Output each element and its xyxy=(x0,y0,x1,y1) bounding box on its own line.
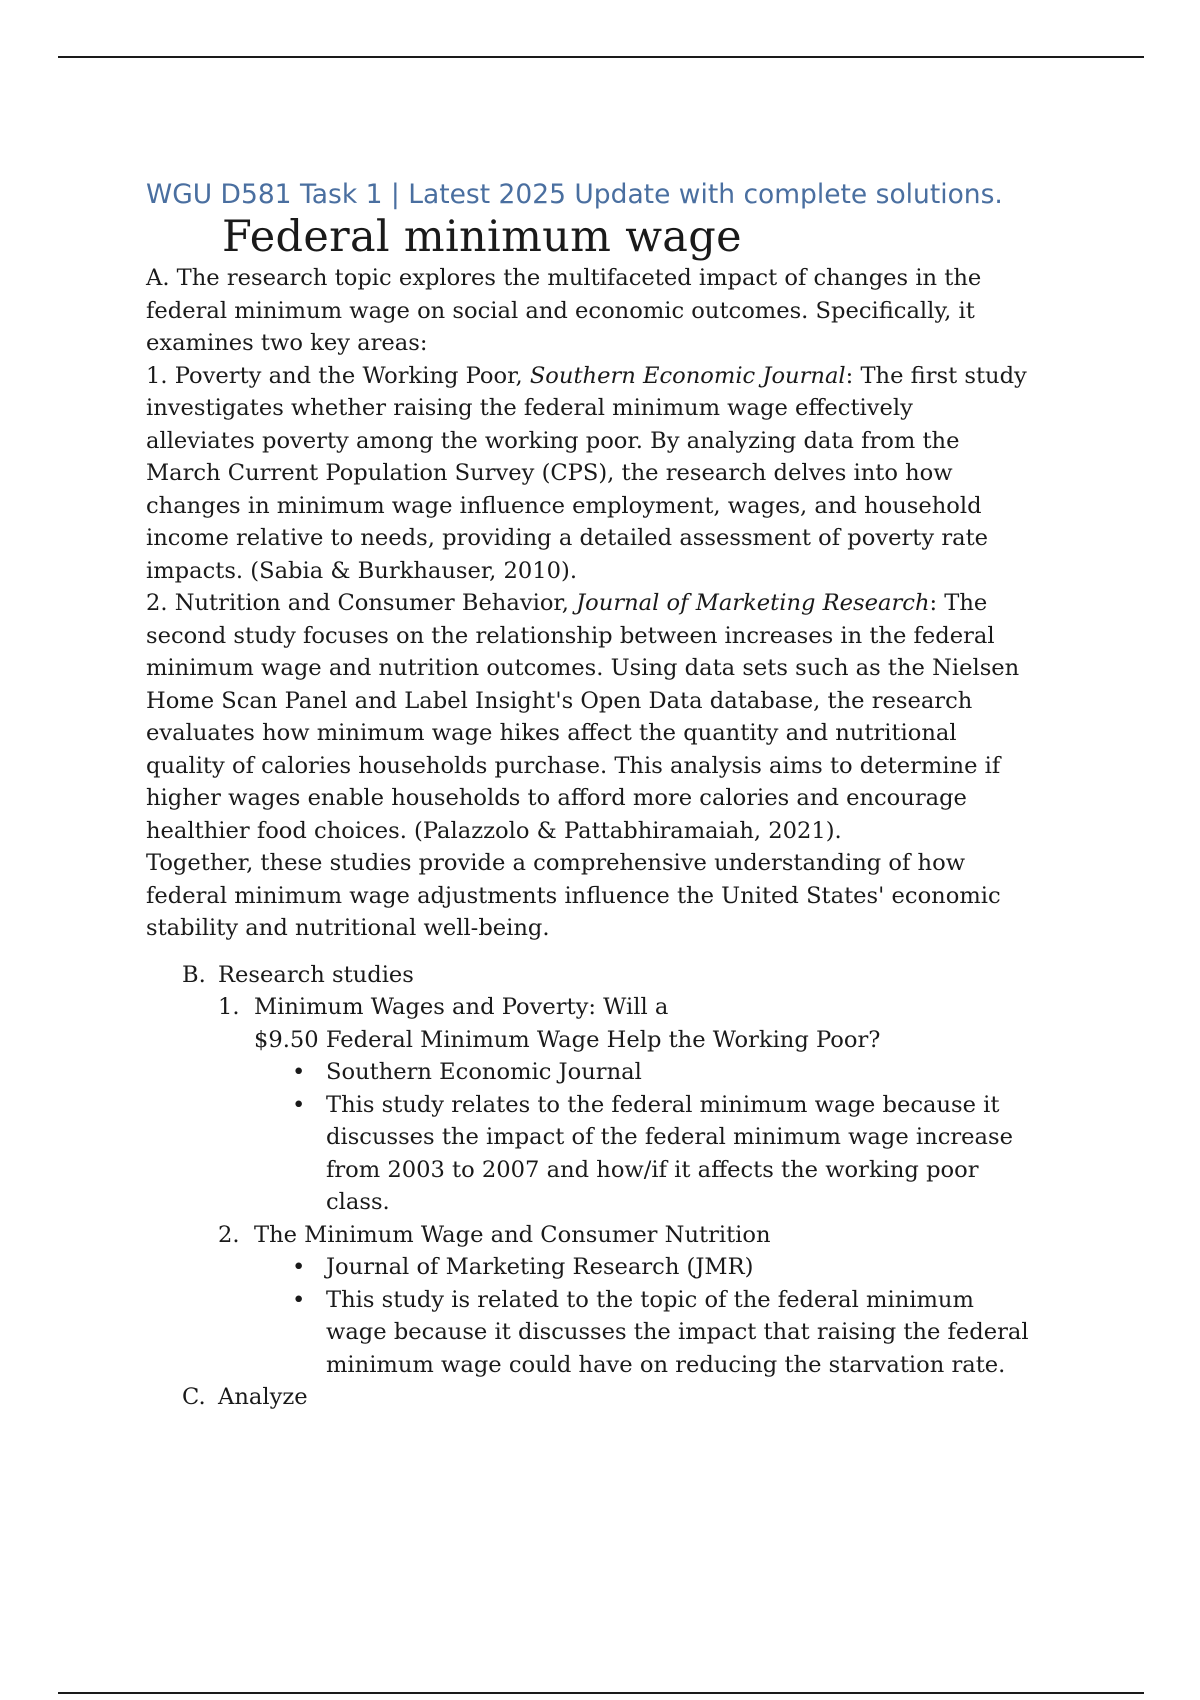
study-2-line: second study focuses on the relationship between increases in the federal xyxy=(146,622,995,649)
bullet-icon: • xyxy=(292,1059,306,1086)
study-item-1-title-line: $9.50 Federal Minimum Wage Help the Working Poor? xyxy=(254,1026,881,1053)
study-2-line: minimum wage and nutrition outcomes. Using data sets such as the Nielsen xyxy=(146,655,1020,682)
study-item-2-bullet-2 xyxy=(146,1284,1106,1382)
study-1-line: income relative to needs, providing a detailed assessment of poverty rate xyxy=(146,525,989,552)
study-1-first-line xyxy=(146,363,1027,389)
document-header: WGU D581 Task 1 | Latest 2025 Update with complete solutions. xyxy=(146,179,1003,210)
study-item-2-marker: 2. xyxy=(218,1221,240,1248)
bullet-line: Journal of Marketing Research (JMR) xyxy=(326,1254,754,1281)
bullet-line: wage because it discusses the impact that raising the federal xyxy=(326,1319,1029,1346)
bullet-line: from 2003 to 2007 and how/if it affects the working poor xyxy=(326,1156,979,1183)
study-1-journal: Southern Economic Journal xyxy=(529,362,846,389)
bullet-line: class. xyxy=(326,1189,390,1216)
study-item-1-marker: 1. xyxy=(218,994,240,1021)
outline xyxy=(146,959,1106,1414)
study-1-line: March Current Population Survey (CPS), the research delves into how xyxy=(146,460,953,487)
bullet-line: This study is related to the topic of the federal minimum xyxy=(326,1286,974,1313)
bullet-line: Southern Economic Journal xyxy=(326,1059,642,1086)
bullet-icon: • xyxy=(292,1091,306,1118)
study-2-line: higher wages enable households to afford more calories and encourage xyxy=(146,785,967,812)
study-item-1-bullet-2 xyxy=(146,1089,1106,1219)
section-a-line: examines two key areas: xyxy=(146,330,428,357)
top-rule xyxy=(58,56,1144,58)
summary-line: Together, these studies provide a comprehensive understanding of how xyxy=(146,850,966,877)
bottom-rule xyxy=(58,1692,1144,1694)
bullet-icon: • xyxy=(292,1286,306,1313)
section-c-heading xyxy=(146,1381,1106,1414)
section-c-label: Analyze xyxy=(218,1384,308,1411)
bullet-line: minimum wage could have on reducing the starvation rate. xyxy=(326,1351,1006,1378)
study-item-1-bullet-1 xyxy=(146,1056,1106,1089)
study-2-line: quality of calories households purchase. This analysis aims to determine if xyxy=(146,752,1001,779)
study-item-1 xyxy=(146,991,1106,1056)
study-item-2-title-line: The Minimum Wage and Consumer Nutrition xyxy=(254,1221,771,1248)
section-a-line: A. The research topic explores the multifaceted impact of changes in the xyxy=(146,265,982,292)
study-2-lead: 2. Nutrition and Consumer Behavior, xyxy=(146,590,577,617)
summary-line: federal minimum wage adjustments influence the United States' economic xyxy=(146,882,1001,909)
section-b-heading xyxy=(146,959,1106,992)
section-b-label: Research studies xyxy=(218,961,414,988)
section-b-marker: B. xyxy=(182,961,206,988)
bullet-icon: • xyxy=(292,1254,306,1281)
study-1-line: impacts. (Sabia & Burkhauser, 2010). xyxy=(146,557,578,584)
study-item-2 xyxy=(146,1219,1106,1252)
study-2-line: Home Scan Panel and Label Insight's Open Data database, the research xyxy=(146,687,973,714)
section-c-marker: C. xyxy=(182,1384,206,1411)
bullet-line: discusses the impact of the federal minimum wage increase xyxy=(326,1124,1013,1151)
section-a-paragraph xyxy=(146,262,1106,360)
study-1-line: changes in minimum wage influence employment, wages, and household xyxy=(146,492,982,519)
study-2-first-line xyxy=(146,590,987,616)
study-item-2-bullet-1 xyxy=(146,1251,1106,1284)
study-2-line: evaluates how minimum wage hikes affect the quantity and nutritional xyxy=(146,720,957,747)
study-item-1-title-line: Minimum Wages and Poverty: Will a xyxy=(254,994,669,1021)
study-2-line: healthier food choices. (Palazzolo & Pattabhiramaiah, 2021). xyxy=(146,817,842,844)
study-1-lead-rest: : The first study xyxy=(845,362,1027,389)
study-2-paragraph xyxy=(146,587,1106,847)
study-2-journal: Journal of Marketing Research xyxy=(576,590,930,617)
section-a-line: federal minimum wage on social and economic outcomes. Specifically, it xyxy=(146,297,975,324)
bullet-line: This study relates to the federal minimum wage because it xyxy=(326,1091,1000,1118)
study-2-lead-rest: : The xyxy=(929,590,988,617)
page-title: Federal minimum wage xyxy=(222,211,742,262)
study-1-line: investigates whether raising the federal minimum wage effectively xyxy=(146,395,913,422)
summary-paragraph xyxy=(146,847,1106,945)
study-1-line: alleviates poverty among the working poor. By analyzing data from the xyxy=(146,427,960,454)
study-1-paragraph xyxy=(146,360,1106,588)
study-1-lead: 1. Poverty and the Working Poor, xyxy=(146,362,530,389)
document-body xyxy=(146,178,1106,1414)
summary-line: stability and nutritional well-being. xyxy=(146,915,550,942)
